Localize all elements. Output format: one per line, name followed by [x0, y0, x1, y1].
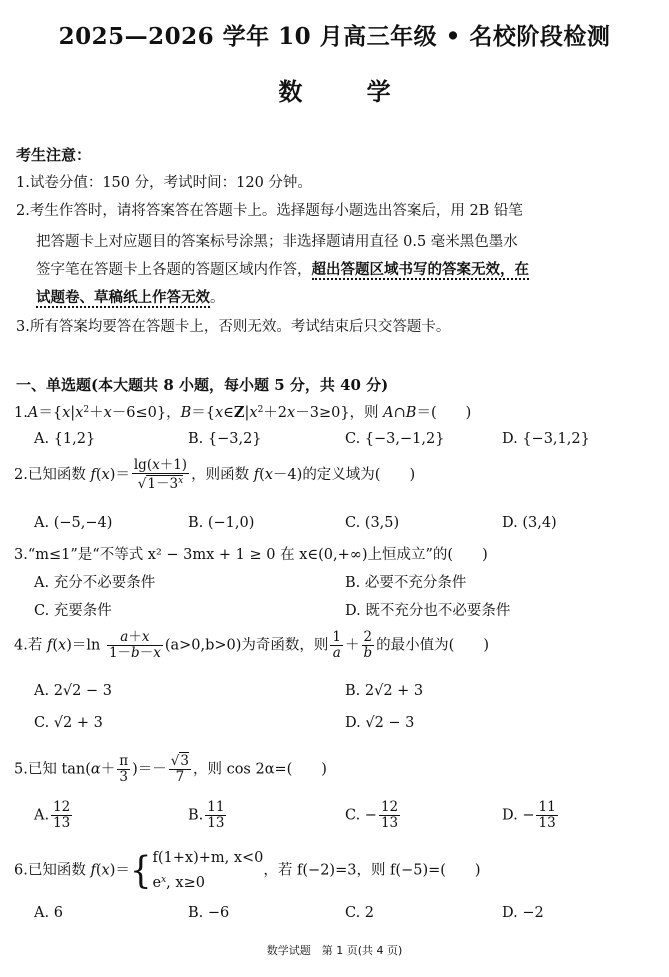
q3-option-b: B. 必要不充分条件	[345, 575, 467, 591]
notice-text: 。	[210, 290, 225, 306]
q1-option-c: C. {−3,−1,2}	[345, 431, 445, 447]
question-text: 的最小值为( )	[376, 637, 489, 654]
exam-title: 2025—2026 学年 10 月高三年级 • 名校阶段检测	[58, 23, 611, 50]
notice-item-2-line-2: 把答题卡上对应题目的答案标号涂黑；非选择题请用直径 0.5 毫米黑色墨水	[36, 234, 518, 250]
left-brace: {	[129, 848, 152, 893]
q3-option-a: A. 充分不必要条件	[34, 575, 156, 591]
notice-text: 签字笔在答题卡上各题的答题区域内作答，	[36, 262, 312, 278]
option-label: D. −	[502, 807, 535, 824]
question-text: 已知函数	[27, 467, 86, 483]
fraction: $\frac{11}{13}$	[538, 799, 556, 831]
q6-option-a: A. 6	[34, 905, 63, 921]
fraction: $\frac{12}{13}$	[53, 799, 71, 831]
question-text: ，则函数	[191, 467, 250, 483]
notice-item-2-line-1: 2.考生作答时，请将答案答在答题卡上。选择题每小题选出答案后，用 2B 铅笔	[16, 203, 523, 219]
notice-title: 考生注意：	[16, 146, 92, 164]
question-text: ，则 cos 2α=( )	[192, 761, 327, 778]
notice-item-2-line-3	[36, 258, 529, 279]
fraction: $\frac{11}{13}$	[207, 799, 225, 831]
q1-option-a: A. {1,2}	[34, 431, 96, 447]
q2-option-a: A. (−5,−4)	[34, 515, 113, 531]
case-1: f(1+x)+m, x<0	[152, 850, 264, 866]
q4-option-a: A. 2√2 − 3	[34, 683, 112, 699]
question-5: 5.已知 tan(α＋ $\frac{\pi}{3}$ )＝－ $\frac{√3}{7}$ ，则 cos 2α=( )	[14, 753, 327, 785]
question-2: 2.已知函数 f(x)＝ $\frac{\lg(x+1)}{√1-3^x}$ ，则函数 f(x－4)的定义域为( )	[14, 457, 416, 492]
q1-option-b: B. {−3,2}	[188, 431, 262, 447]
q4-option-d: D. √2 − 3	[345, 715, 415, 731]
question-number: 6.	[14, 862, 28, 879]
subject-title: 数 学	[278, 77, 419, 106]
fraction: $\frac{a+x}{1-b-x}$	[108, 629, 161, 661]
question-number: 5.	[14, 761, 28, 778]
question-text: (a>0,b>0)为奇函数，则	[164, 637, 329, 654]
q5-option-a	[34, 800, 74, 831]
question-number: 4.	[14, 637, 28, 654]
question-6: 6.已知函数 f(x)＝{ f(1+x)+m, x<0 $e^x$, x≥0 ，若 f(−2)=3，则 f(−5)=( )	[14, 848, 481, 893]
question-text: 若	[27, 637, 43, 654]
q4-option-b: B. 2√2 + 3	[345, 683, 424, 699]
fraction: $\frac{\pi}{3}$	[119, 753, 129, 785]
q5-option-b	[188, 800, 228, 831]
page-footer: 数学试题 第 1 页(共 4 页)	[266, 944, 403, 957]
fraction: $\frac{2}{b}$	[363, 629, 373, 661]
notice-item-1: 1.试卷分值：150 分，考试时间：120 分钟。	[16, 175, 312, 191]
q2-option-c: C. (3,5)	[345, 515, 400, 531]
q2-option-d: D. (3,4)	[502, 515, 557, 531]
q5-option-c	[345, 800, 402, 831]
notice-item-3: 3.所有答案均要答在答题卡上，否则无效。考试结束后只交答题卡。	[16, 319, 451, 335]
notice-emphasis: 超出答题区域书写的答案无效，在	[311, 261, 529, 278]
question-text: ，若 f(−2)=3，则 f(−5)=( )	[263, 862, 481, 879]
q6-option-c: C. 2	[345, 905, 375, 921]
fraction: $\frac{12}{13}$	[380, 799, 399, 831]
question-1: $1.A=\{x|x^2+x-6\le 0\}$，$B=\{x\in Z|x^2+2x-3\ge 0\}$，则 A∩B＝( )	[14, 404, 472, 421]
option-label: C. −	[345, 807, 377, 824]
q3-option-c: C. 充要条件	[34, 603, 112, 619]
q6-option-b: B. −6	[188, 905, 230, 921]
case-2: $e^x$, x≥0	[152, 875, 205, 891]
fraction: $\frac{√3}{7}$	[170, 753, 189, 785]
question-number: 1.	[14, 405, 28, 421]
q3-option-d: D. 既不充分也不必要条件	[345, 603, 511, 619]
question-text: 已知	[27, 761, 57, 778]
option-label: B.	[188, 807, 204, 824]
notice-emphasis: 试题卷、草稿纸上作答无效	[36, 289, 210, 306]
q5-option-d	[502, 800, 560, 831]
question-text: 的定义域为( )	[302, 467, 416, 483]
question-number: 2.	[14, 467, 28, 483]
q2-option-b: B. (−1,0)	[188, 515, 255, 531]
q6-option-d: D. −2	[502, 905, 544, 921]
section-title: 一、单选题(本大题共 8 小题，每小题 5 分，共 40 分)	[16, 376, 389, 394]
piecewise-cases	[153, 847, 264, 894]
notice-item-2-line-4	[36, 286, 225, 307]
q1-option-d: D. {−3,1,2}	[502, 431, 590, 447]
q4-option-c: C. √2 + 3	[34, 715, 103, 731]
question-text: 已知函数	[27, 862, 86, 879]
question-4: 4.若 f(x)＝ln $\frac{a+x}{1-b-x}$ (a>0,b>0)为奇函数，则 $\frac{1}{a}$ ＋ $\frac{2}{b}$ 的最小值为( )	[14, 629, 489, 661]
question-3: 3.“m≤1”是“不等式 x² − 3mx + 1 ≥ 0 在 x∈(0,+∞)上恒成立”的( )	[14, 547, 488, 563]
option-label: A.	[34, 807, 50, 824]
fraction: $\frac{\lg(x+1)}{√1-3^x}$	[133, 457, 188, 492]
fraction: $\frac{1}{a}$	[332, 629, 342, 661]
